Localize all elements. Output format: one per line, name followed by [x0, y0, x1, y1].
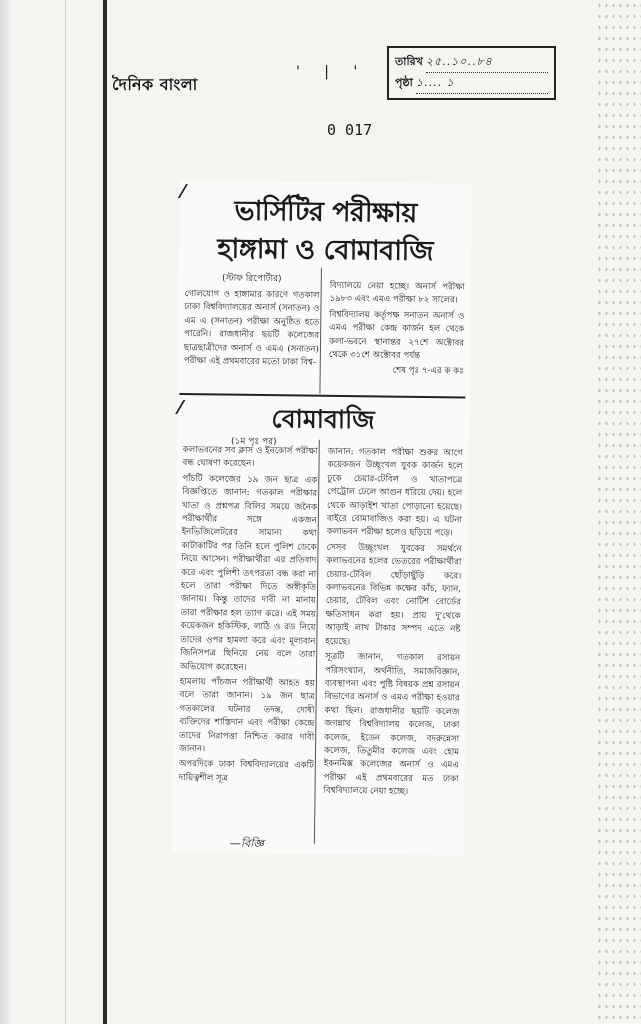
headline-line-1: ভার্সিটির পরীক্ষায়	[234, 195, 417, 229]
newspaper-name: দৈনিক বাংলা	[112, 75, 198, 94]
reference-number: 0 017	[327, 121, 373, 139]
article2-para: সূত্রটি জানান, গতকাল রসায়ন পরিসংখ্যান, অর্থনীতি, সমাজবিজ্ঞান, ব্যবস্থাপনা এবং পুষ্টি বিষয়ক প্রশ্ন রসায়ন বিভাগের অনার্স ও এমএ পরীক্ষা হওয়ার কথা ছিল। রাজধানীর ছয়টি কলেজ জগন্নাথ বিশ্ববিদ্যালয় কলেজ, ঢাকা কলেজ, ইডেন কলেজ, বদরুন্নেসা কলেজ, তিতুমীর কলেজ এবং হোম ইকনমিক্স কলেজের অনার্স ও এমএ পরীক্ষা এই প্রথমবারের মত ঢাকা বিশ্ববিদ্যালয়ে নেয়া হচ্ছে।	[323, 651, 461, 797]
article2-para: পাঁচটি কলেজের ১৯ জন ছাত্র এক বিজ্ঞপ্তিতে জানান: গতকাল পরীক্ষার খাতা ও প্রশ্নপত্র বিলির সময়ে জনৈক পরীক্ষার্থীর সঙ্গে একজন ইনভিজিলেটরের সামান্য কথা কাটাকাটির পর তিনি হলে পুলিশ ডেকে নিয়ে আসেন। পরীক্ষার্থীরা এর প্রতিবাদ করে এবং পুলিশী তৎপরতা বন্ধ করা না হলে তারা পরীক্ষা দিতে অস্বীকৃতি জানায়। কিন্তু তাদের দাবী না মানায় তারা পরীক্ষার হল ত্যাগ করে। এই সময় কয়েকজন হকিস্টিক, লাঠি ও রড নিয়ে তাদের ওপর হামলা করে এবং মূল্যবান জিনিসপত্র ছিনিয়ে নেয় বলে তারা অভিযোগ করেছেন।	[179, 473, 318, 673]
continued-note: শেষ পৃঃ ৭-এর ক কঃ	[392, 366, 464, 377]
date-label: তারিখ	[395, 55, 423, 68]
continued-from: (১ম পৃঃ পর)	[230, 436, 277, 448]
article1-para: বিদ্যালয়ে নেয়া হচ্ছে। অনার্স পরীক্ষা ১৯৮৩ এবং এমএ পরীক্ষা ৮২ সালের।	[329, 280, 465, 306]
article2-body	[178, 444, 463, 849]
margin-marks: ' | '	[296, 64, 368, 80]
article2-para: জানান: গতকাল পরীক্ষা শুরুর আগে কয়েকজন উচ্ছৃংখল যুবক কার্জন হলে ঢুকে চেয়ার-টেবিল ও খাতাপত্রে পেট্রোল ঢেলে আগুন ধরিয়ে দেয়। হলে থেকে আড়াইশ খাতা পোড়ানো হয়েছে। বাইরে বোমাবাজিও করা হয়। এ ঘটনা কলাভবন পরীক্ষা হলেও ছড়িয়ে পড়ে।	[326, 446, 463, 539]
page-value: ১.... ১	[416, 74, 548, 94]
article2-para: কলাভবনের সব ক্লাস ও ইনকোর্স পরীক্ষা বন্ধ ঘোষণা করেছেন।	[182, 445, 318, 470]
margin-rule	[103, 0, 107, 1024]
margin-guide	[65, 0, 66, 1024]
article1-headline	[179, 192, 472, 282]
article2-headline: বোমাবাজি	[271, 404, 375, 435]
headline-line-2: হাঙ্গামা ও বোমাবাজি	[217, 233, 434, 268]
article1-col-2	[328, 280, 464, 404]
scan-edge-shadow	[0, 0, 12, 1024]
article1-para: গোলযোগ ও হাঙ্গামার কারণে গতকাল ঢাকা বিশ্ববিদ্যালয়ের অনার্স (সনাতন) ও এম এ (সনাতন) পরীক্ষা অনুষ্ঠিত হতে পারেনি। রাজধানীর ছয়টি কলেজের ছাত্রছাত্রীদের অনার্স ও এমএ (সনাতন) পরীক্ষা এই প্রথমবারের মতো ঢাকা বিশ্ব-	[183, 289, 320, 368]
scan-noise	[596, 0, 641, 1024]
date-value: ২৫..১০..৮৪	[426, 53, 548, 73]
article1-col-1	[183, 278, 319, 402]
newspaper-clipping	[172, 180, 472, 856]
article1-para: বিশ্ববিদ্যালয় কর্তৃপক্ষ সনাতন অনার্স ও এমএ পরীক্ষা কেন্দ্র কার্জন হল থেকে কলা-ভবনে স্থানান্তর ২৭শে অক্টোবর থেকে ৩১শে অক্টোবর পর্যন্ত	[328, 309, 465, 361]
article2-para: অপরদিকে ঢাকা বিশ্ববিদ্যালয়ের একটি দায়িত্বশীল সূত্র	[178, 759, 314, 784]
date-stamp	[387, 46, 556, 100]
byline: (স্টাফ রিপোর্টার)	[221, 273, 282, 285]
page-label: পৃষ্ঠা	[395, 76, 413, 89]
article2-col-2	[323, 446, 463, 850]
article2-para: সেসব উচ্ছৃংখল যুবকের সমর্থনে কলাভবনের হলের ভেতরের পরীক্ষার্থীরা চেয়ার-টেবিল ছোঁড়াছুঁড়ি করে। কলাভবনের বিভিন্ন কক্ষের কাঁচ, ফ্যান, চেয়ার, টেবিল এবং নোটিশ বোর্ডের ক্ষতিসাধন করা হয়। প্রায় দু'থেকে আড়াই লাখ টাকার সম্পদ এতে নষ্ট হয়েছে।	[325, 542, 462, 647]
article2-para: হামলায় পাঁচজন পরীক্ষার্থী আহত হয় বলে তারা জানান। ১৯ জন ছাত্র গতকালের ঘটনার তদন্ত, দোষী ব্যক্তিদের শাস্তিদান এবং পরীক্ষা কেন্দ্রে তাদের নিরাপত্তা নিশ্চিত করার দাবী জানান।	[178, 676, 315, 755]
signoff: —বিজ্ঞি	[229, 836, 264, 851]
article2-col-1	[178, 444, 318, 848]
article1-body	[183, 278, 464, 403]
